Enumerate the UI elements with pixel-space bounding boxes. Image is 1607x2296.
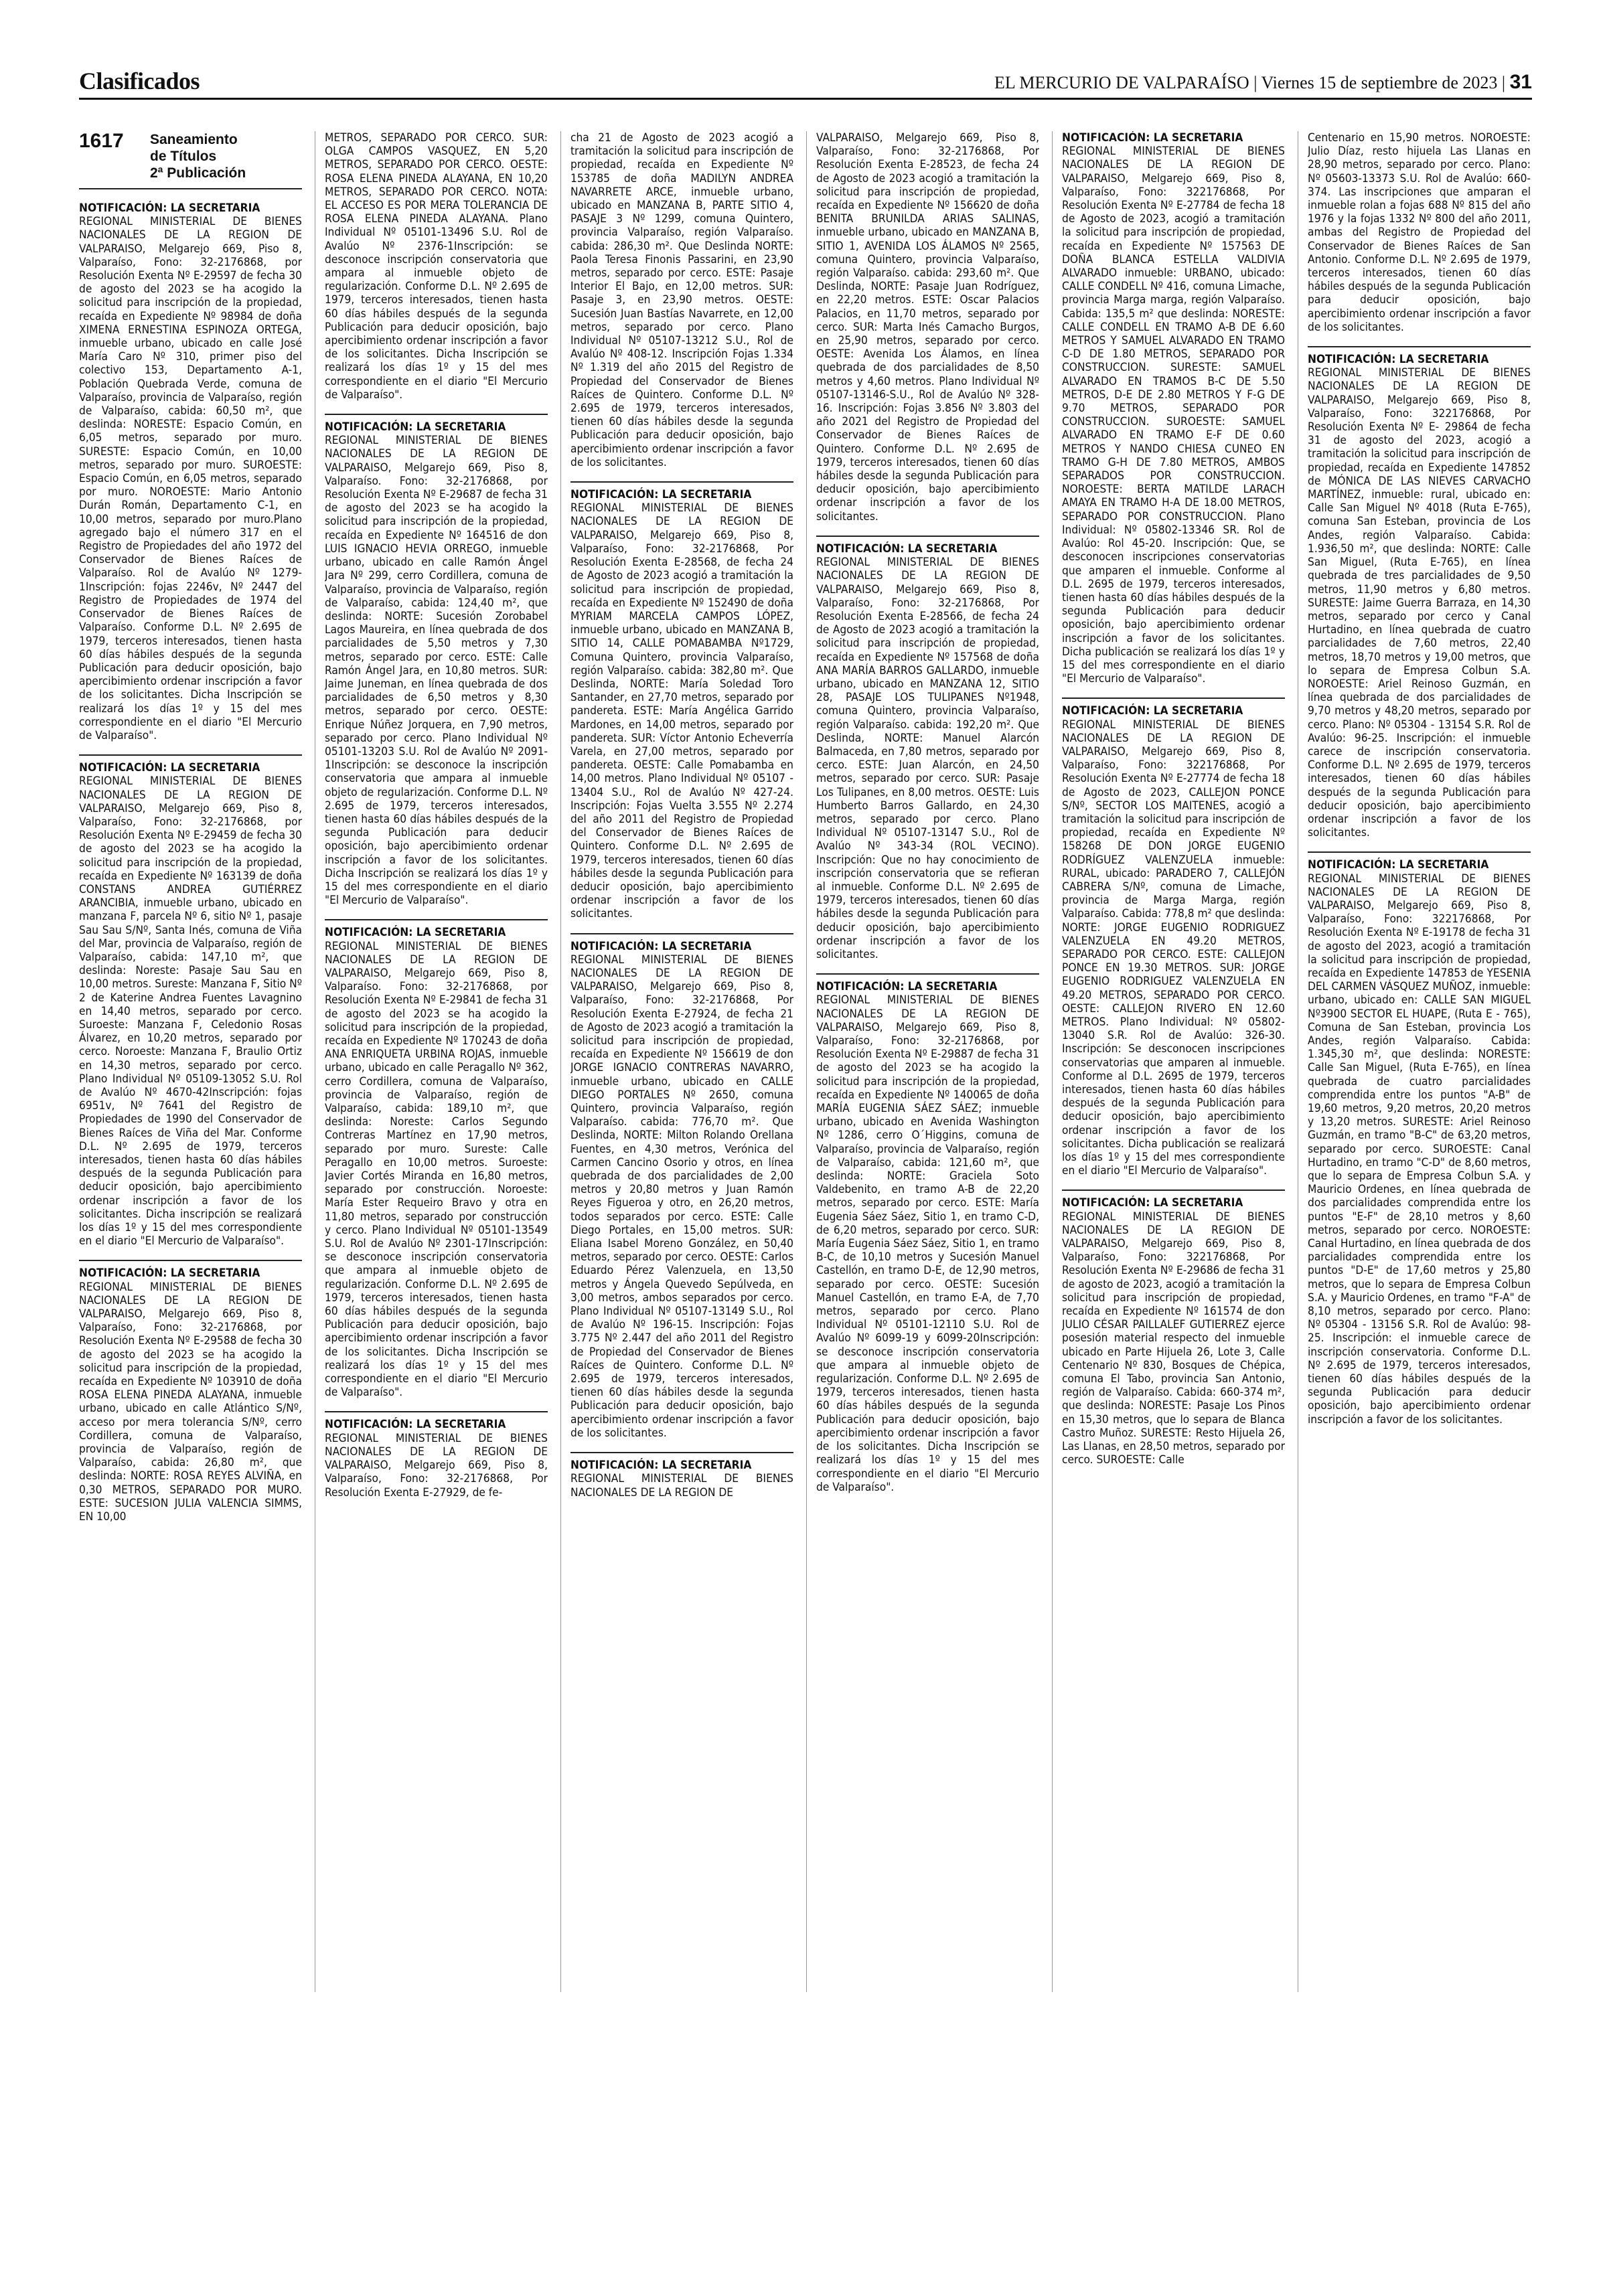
classification-title-line: de Títulos [150, 149, 217, 164]
notice-body: REGIONAL MINISTERIAL DE BIENES NACIONALES DE LA REGION DE VALPARAISO, Melgarejo 669, Piso 8, Valparaíso, Fono: 32-2176868, por Resolución Exenta Nº E-29597 de fecha 30 de agosto del 2023 se ha acogido la solicitud para inscripción de la propiedad, recaída en Expediente Nº 98984 de doña XIMENA ERNESTINA ESPINOZA ORTEGA, inmueble urbano, ubicado en calle José María Caro Nº 310, primer piso del colectivo 153, Departamento A-1, Población Quebrada Verde, comuna de Valparaíso, provincia de Valparaíso, región de Valparaíso, cabida: 60,50 m², que deslinda: NORESTE: Espacio Común, en 6,05 metros, separado por muro. SURESTE: Espacio Común, en 10,00 metros, separado por muro. SUROESTE: Espacio Común, en 6,05 metros, separado por muro. NOROESTE: Mario Antonio Durán Román, Departamento C-1, en 10,00 metros, separado por muro.Plano agregado bajo el número 317 en el Registro de Propiedades del año 1972 del Conservador de Bienes Raíces de Valparaíso. Rol de Avalúo Nº 1279-1Inscripción: fojas 2246v, Nº 2447 del Registro de Propiedades de 1974 del Conservador de Bienes Raíces de Valparaíso. Conforme D.L. Nº 2.695 de 1979, terceros interesados, tienen hasta 60 días hábiles después de la segunda Publicación para deducir oposición, bajo apercibimiento ordenar inscripción a favor de los solicitantes. Dicha Inscripción se realizará los días 1º y 15 del mes correspondiente en el diario "El Mercurio de Valparaíso". [79, 215, 302, 742]
notice-heading: NOTIFICACIÓN: LA SECRETARIA [79, 1266, 260, 1281]
classification-title-line: Saneamiento [150, 132, 238, 147]
section-title: Clasificados [79, 68, 200, 94]
notice-heading: NOTIFICACIÓN: LA SECRETARIA [1062, 704, 1243, 718]
notice-separator [570, 933, 793, 934]
classification-header [79, 131, 302, 189]
notice-body: Centenario en 15,90 metros. NOROESTE: Julio Díaz, resto hijuela Las Llanas en 28,90 metros, separado por cerco. Plano: Nº 05603-13373 S.U. Rol de Avalúo: 660-374. Las inscripciones que amparan el inmueble rolan a fojas 688 Nº 815 del año 1976 y la fojas 1332 Nº 800 del año 2011, ambas del Registro de Propiedad del Conservador de Bienes Raíces de San Antonio. Conforme D.L. Nº 2.695 de 1979, terceros interesados, tienen 60 días hábiles después de la segunda Publicación para deducir oposición, bajo apercibimiento ordenar inscripción a favor de los solicitantes. [1308, 131, 1531, 334]
notice-heading: NOTIFICACIÓN: LA SECRETARIA [1308, 353, 1489, 367]
notice-separator [816, 536, 1039, 537]
notice-heading: NOTIFICACIÓN: LA SECRETARIA [816, 980, 998, 994]
notice-heading: NOTIFICACIÓN: LA SECRETARIA [816, 542, 998, 556]
column-divider [806, 131, 807, 1992]
notice-separator [816, 973, 1039, 975]
notice-separator [325, 1411, 548, 1412]
notice-heading: NOTIFICACIÓN: LA SECRETARIA [570, 1459, 752, 1473]
column-5 [1062, 131, 1285, 1992]
notice-heading: NOTIFICACIÓN: LA SECRETARIA [325, 420, 506, 434]
column-text [1062, 131, 1285, 1467]
column-text [570, 131, 793, 1499]
notice-body: REGIONAL MINISTERIAL DE BIENES NACIONALES DE LA REGION DE VALPARAISO, Melgarejo 669, Piso 8, Valparaíso, Fono: 32-2176868, Por Resolución Exenta E-28566, de fecha 24 de Agosto de 2023 acogió a tramitación la solicitud para inscripción de propiedad, recaída en Expediente Nº 157568 de doña ANA MARÍA BARROS GALLARDO, inmueble urbano, ubicado en MANZANA 12, SITIO 28, PASAJE LOS TULIPANES Nº1948, comuna Quintero, provincia Valparaíso, región Valparaíso. cabida: 192,20 m². Que Deslinda, NORTE: Manuel Alarcón Balmaceda, en 7,80 metros, separado por cerco. ESTE: Juan Alarcón, en 24,50 metros, separado por cerco. SUR: Pasaje Los Tulipanes, en 8,00 metros. OESTE: Luis Humberto Barros Gallardo, en 24,30 metros, separado por cerco. Plano Individual Nº 05107-13147 S.U., Rol de Avalúo Nº 343-34 (ROL VECINO). Inscripción: Que no hay conocimiento de inscripción conservatoria que se refieran al inmueble. Conforme D.L. Nº 2.695 de 1979, terceros interesados, tienen 60 días hábiles desde la segunda Publicación para deducir oposición, bajo apercibimiento ordenar inscripción a favor de los solicitantes. [816, 556, 1039, 961]
notice-separator [79, 754, 302, 756]
notice-separator [79, 1260, 302, 1261]
notice-heading: NOTIFICACIÓN: LA SECRETARIA [325, 926, 506, 940]
notice-body: REGIONAL MINISTERIAL DE BIENES NACIONALES DE LA REGION DE VALPARAISO, Melgarejo 669, Piso 8, Valparaíso, Fono: 32-2176868, Por Resolución Exenta E-27929, de fe- [325, 1431, 548, 1499]
notice-body: REGIONAL MINISTERIAL DE BIENES NACIONALES DE LA REGION DE VALPARAISO, Melgarejo 669, Piso 8, Valparaíso, Fono: 322176868, Por Resolución Exenta Nº E- 29864 de fecha 31 de agosto del 2023, acogió a tramitación la solicitud para inscripción de propiedad, recaída en Expediente 147852 de MÓNICA DE LAS NIEVES CARVACHO MARTÍNEZ, inmueble: rural, ubicado en: Calle San Miguel Nº 4018 (Ruta E-765), comuna San Esteban, provincia de Los Andes, región Valparaíso. Cabida: 1.936,50 m², que deslinda: NORTE: Calle San Miguel, (Ruta E-765), en línea quebrada de tres parcialidades de 9,50 metros, 11,90 metros y 6,80 metros. SURESTE: Jaime Guerra Barraza, en 14,30 metros, separado por cerco y Canal Hurtadino, en línea quebrada de cuatro parcialidades de 7,60 metros, 22,40 metros, 18,70 metros y 19,00 metros, que lo separa de Empresa Colbun S.A. NOROESTE: Ariel Reinoso Guzmán, en línea quebrada de dos parcialidades de 9,70 metros y 48,20 metros, separado por cerco. Plano: Nº 05304 - 13154 S.R. Rol de Avalúo: 96-25. Inscripción: el inmueble carece de inscripción conservatoria. Conforme D.L. Nº 2.695 de 1979, terceros interesados, tienen 60 días hábiles después de la segunda Publicación para deducir oposición, bajo apercibimiento ordenar inscripción a favor de los solicitantes. [1308, 366, 1531, 840]
notice-separator [1062, 698, 1285, 699]
column-divider [560, 131, 561, 1992]
notice-body: REGIONAL MINISTERIAL DE BIENES NACIONALES DE LA REGION DE VALPARAISO, Melgarejo 669, Piso 8, Valparaíso, Fono: 32-2176868, Por Resolución Exenta E-27924, de fecha 21 de Agosto de 2023 acogió a tramitación la solicitud para inscripción de propiedad, recaída en Expediente Nº 156619 de don JORGE IGNACIO CONTRERAS NAVARRO, inmueble urbano, ubicado en CALLE DIEGO PORTALES Nº 2650, comuna Quintero, provincia Valparaíso, región Valparaíso. cabida: 776,70 m². Que Deslinda, NORTE: Milton Rolando Orellana Fuentes, en 4,30 metros, Verónica del Carmen Cancino Osorio y otros, en línea quebrada de dos parcialidades de 2,00 metros y 20,80 metros y Juan Ramón Reyes Figueroa y otro, en 26,20 metros, todos separados por cerco. ESTE: Calle Diego Portales, en 15,00 metros. SUR: Eliana Isabel Moreno González, en 50,40 metros, separado por cerco. OESTE: Carlos Eduardo Pérez Valenzuela, en 13,50 metros y Ángela Quevedo Sepúlveda, en 3,00 metros, ambos separados por cerco. Plano Individual Nº 05107-13149 S.U., Rol de Avalúo Nº 196-15. Inscripción: Fojas 3.775 Nº 2.447 del año 2011 del Registro de Propiedad del Conservador de Bienes Raíces de Quintero. Conforme D.L. Nº 2.695 de 1979, terceros interesados, tienen 60 días hábiles desde la segunda Publicación para deducir oposición, bajo apercibimiento ordenar inscripción a favor de los solicitantes. [570, 953, 793, 1440]
column-text [325, 131, 548, 1499]
page-header [79, 67, 1532, 100]
classification-title-line: 2ª Publicación [150, 165, 246, 181]
notice-body: REGIONAL MINISTERIAL DE BIENES NACIONALES DE LA REGION DE VALPARAISO, Melgarejo 669, Piso 8, Valparaíso, Fono: 322176868, Por Resolución Exenta Nº E-19178 de fecha 31 de agosto del 2023, acogió a tramitación la solicitud para inscripción de propiedad, recaída en Expediente 147853 de YESENIA DEL CARMEN VÁSQUEZ MUÑOZ, inmueble: urbano, ubicado en: CALLE SAN MIGUEL Nº3900 SECTOR EL HUAPE, (Ruta E - 765), Comuna de San Esteban, provincia Los Andes, región Valparaíso. Cabida: 1.345,30 m², que deslinda: NORESTE: Calle San Miguel, (Ruta E-765), en línea quebrada de cuatro parcialidades comprendida entre los puntos "A-B" de 19,60 metros, 9,20 metros, 20,20 metros y 13,20 metros. SURESTE: Ariel Reinoso Guzmán, en tramo "B-C" de 63,20 metros, separado por cerco. SUROESTE: Canal Hurtadino, en tramo "C-D" de 8,60 metros, que lo separa de Empresa Colbun S.A. y Mauricio Ordenes, en línea quebrada de dos parcialidades comprendida entre los puntos "E-F" de 28,10 metros y 8,60 metros, separado por cerco. NOROESTE: Canal Hurtadino, en línea quebrada de dos parcialidades comprendida entre los puntos "D-E" de 17,60 metros y 25,80 metros, que lo separa de Empresa Colbun S.A. y Mauricio Ordenes, en tramo "F-A" de 8,10 metros, separado por cerco. Plano: Nº 05304 - 13156 S.R. Rol de Avalúo: 98-25. Inscripción: el inmueble carece de inscripción conservatoria. Conforme D.L. Nº 2.695 de 1979, terceros interesados, tienen 60 días hábiles después de la segunda Publicación para deducir oposición, bajo apercibimiento ordenar inscripción a favor de los solicitantes. [1308, 872, 1531, 1426]
classification-code: 1617 [79, 131, 124, 152]
notice-heading: NOTIFICACIÓN: LA SECRETARIA [79, 761, 260, 775]
notice-body: REGIONAL MINISTERIAL DE BIENES NACIONALES DE LA REGION DE VALPARAISO, Melgarejo 669, Piso 8, Valparaíso, Fono: 32-2176868, por Resolución Exenta Nº E-29887 de fecha 31 de agosto del 2023 se ha acogido la solicitud para inscripción de la propiedad, recaída en Expediente Nº 140065 de doña MARÍA EUGENIA SÁEZ SÁEZ; inmueble urbano, ubicado en Avenida Washington Nº 1286, cerro O´Higgins, comuna de Valparaíso, provincia de Valparaíso, región de Valparaíso, cabida: 121,60 m², que deslinda: NORTE: Graciela Soto Valdebenito, en tramo A-B de 22,20 metros, separado por cerco. ESTE: María Eugenia Sáez Sáez, Sitio 1, en tramo C-D, de 6,20 metros, separado por cerco. SUR: María Eugenia Sáez Sáez, Sitio 1, en tramo B-C, de 10,10 metros y Sucesión Manuel Castellón, en tramo D-E, de 12,90 metros, separado por cerco. OESTE: Sucesión Manuel Castellón, en tramo E-A, de 7,70 metros, separado por cerco. Plano Individual Nº 05101-12110 S.U. Rol de Avalúo Nº 6099-19 y 6099-20Inscripción: se desconoce inscripción conservatoria que ampara al inmueble objeto de regularización. Conforme D.L. Nº 2.695 de 1979, terceros interesados, tienen hasta 60 días hábiles después de la segunda Publicación para deducir oposición, bajo apercibimiento ordenar inscripción a favor de los solicitantes. Dicha Inscripción se realizará los días 1º y 15 del mes correspondiente en el diario "El Mercurio de Valparaíso". [816, 993, 1039, 1494]
notice-separator [325, 919, 548, 920]
classification-title [150, 131, 246, 181]
notice-body: REGIONAL MINISTERIAL DE BIENES NACIONALES DE LA REGION DE VALPARAISO, Melgarejo 669, Piso 8, Valparaíso, Fono: 322176868, Por Resolución Exenta Nº E-27774 de fecha 18 de Agosto de 2023, CALLEJON PONCE S/Nº, SECTOR LOS MAITENES, acogió a tramitación la solicitud para inscripción de propiedad, recaída en Expediente Nº 158268 DE DON JORGE EUGENIO RODRÍGUEZ VALENZUELA inmueble: RURAL, ubicado: PARADERO 7, CALLEJÓN CABRERA S/Nº, comuna de Limache, provincia de Marga Marga, región Valparaíso. Cabida: 778,8 m² que deslinda: NORTE: JORGE EUGENIO RODRIGUEZ VALENZUELA EN 49.20 METROS, SEPARADO POR CERCO. ESTE: CALLEJON PONCE EN 19.30 METROS. SUR: JORGE EUGENIO RODRIGUEZ VALENZUELA EN 49.20 METROS, SEPARADO POR CERCO. OESTE: CALLEJON RIVERO EN 12.60 METROS. Plano Individual: Nº 05802-13040 S.R. Rol de Avalúo: 326-30. Inscripción: Se desconocen inscripciones conservatorias que amparen al inmueble. Conforme al D.L. 2695 de 1979, terceros interesados, tienen hasta 60 días hábiles después de la segunda Publicación para deducir oposición, bajo apercibimiento ordenar inscripción a favor de los solicitantes. Dicha publicación se realizará los días 1º y 15 del mes correspondiente en el diario "El Mercurio de Valparaíso". [1062, 718, 1285, 1178]
page-number: 31 [1509, 71, 1532, 93]
notice-body: REGIONAL MINISTERIAL DE BIENES NACIONALES DE LA REGION DE VALPARAISO, Melgarejo 669, Piso 8, Valparaíso, Fono: 32-2176868, Por Resolución Exenta E-28568, de fecha 24 de Agosto de 2023 acogió a tramitación la solicitud para inscripción de propiedad, recaída en Expediente Nº 152490 de doña MYRIAM MARCELA CAMPOS LÓPEZ, inmueble urbano, ubicado en MANZANA B, SITIO 14, CALLE POMABAMBA Nº1729, Comuna Quintero, provincia Valparaíso, región Valparaíso. cabida: 382,80 m². Que Deslinda, NORTE: María Soledad Toro Santander, en 27,70 metros, separado por pandereta. ESTE: María Angélica Garrido Mardones, en 14,00 metros, separado por pandereta. SUR: Víctor Antonio Echeverría Varela, en 27,00 metros, separado por pandereta. OESTE: Calle Pomabamba en 14,00 metros. Plano Individual Nº 05107 - 13404 S.U., Rol de Avalúo Nº 427-24. Inscripción: Fojas Vuelta 3.555 Nº 2.274 del año 2011 del Registro de Propiedad del Conservador de Bienes Raíces de Quintero. Conforme D.L. Nº 2.695 de 1979, terceros interesados, tienen 60 días hábiles desde la segunda Publicación para deducir oposición, bajo apercibimiento ordenar inscripción a favor de los solicitantes. [570, 501, 793, 921]
notice-body: REGIONAL MINISTERIAL DE BIENES NACIONALES DE LA REGION DE VALPARAISO, Melgarejo 669, Piso 8, Valparaíso, Fono: 322176868, Por Resolución Exenta Nº E-27784 de fecha 18 de Agosto de 2023, acogió a tramitación la solicitud para inscripción de propiedad, recaída en Expediente Nº 157563 DE DOÑA BLANCA ESTELLA VALDIVIA ALVARADO inmueble: URBANO, ubicado: CALLE CONDELL Nº 416, comuna Limache, provincia Marga marga, región Valparaíso. Cabida: 135,5 m² que deslinda: NORESTE: CALLE CONDELL EN TRAMO A-B DE 6.60 METROS Y SAMUEL ALVARADO EN TRAMO C-D DE 1.80 METROS, SEPARADO POR CONSTRUCCION. SURESTE: SAMUEL ALVARADO EN TRAMOS B-C DE 5.50 METROS, D-E DE 2.80 METROS Y F-G DE 9.70 METROS, SEPARADO POR CONSTRUCCION. SUROESTE: SAMUEL ALVARADO EN TRAMO E-F DE 0.60 METROS Y NANDO CHIESA CUNEO EN TRAMO G-H DE 7.80 METROS, AMBOS SEPARADOS POR CONSTRUCCION. NOROESTE: BERTA MATILDE LARACH AMAYA EN TRAMO H-A DE 18.00 METROS, SEPARADO POR CONSTRUCCION. Plano Individual: Nº 05802-13346 SR. Rol de Avalúo: Rol 45-20. Inscripción: Que, se desconocen inscripciones conservatorias que amparen el inmueble. Conforme al D.L. 2695 de 1979, terceros interesados, tienen hasta 60 días hábiles después de la segunda Publicación para deducir oposición, bajo apercibimiento ordenar inscripción a favor de los solicitantes. Dicha publicación se realizará los días 1º y 15 del mes correspondiente en el diario "El Mercurio de Valparaíso". [1062, 145, 1285, 686]
column-text [1308, 131, 1531, 1426]
notice-separator [570, 481, 793, 483]
notice-heading: NOTIFICACIÓN: LA SECRETARIA [325, 1418, 506, 1432]
header-publication-line [994, 71, 1532, 94]
notice-body: REGIONAL MINISTERIAL DE BIENES NACIONALES DE LA REGION DE VALPARAISO, Melgarejo 669, Piso 8, Valparaíso. Fono: 32-2176868, por Resolución Exenta Nº E-29687 de fecha 31 de agosto del 2023 se ha acogido la solicitud para inscripción de la propiedad, recaída en Expediente Nº 164516 de don LUIS IGNACIO HEVIA ORREGO, inmueble urbano, ubicado en calle Ramón Ángel Jara Nº 299, cerro Cordillera, comuna de Valparaíso, provincia de Valparaíso, región de Valparaíso, cabida: 124,40 m², que deslinda: NORTE: Sucesión Zorobabel Lagos Maureira, en línea quebrada de dos parcialidades de 5,50 metros y 7,30 metros, separado por cerco. ESTE: Calle Ramón Ángel Jara, en 10,80 metros. SUR: Jaime Juneman, en línea quebrada de dos parcialidades de 6,50 metros y 8,30 metros, separado por cerco. OESTE: Enrique Núñez Jorquera, en 7,90 metros, separado por cerco. Plano Individual Nº 05101-13203 S.U. Rol de Avalúo Nº 2091-1Inscripción: se desconoce la inscripción conservatoria que ampara al inmueble objeto de regularización. Conforme D.L. Nº 2.695 de 1979, terceros interesados, tienen hasta 60 días hábiles después de la segunda Publicación para deducir oposición, bajo apercibimiento ordenar inscripción a favor de los solicitantes. Dicha Inscripción se realizará los días 1º y 15 del mes correspondiente en el diario "El Mercurio de Valparaíso". [325, 434, 548, 908]
column-text [79, 201, 302, 1524]
notice-heading: NOTIFICACIÓN: LA SECRETARIA [1308, 858, 1489, 872]
column-3 [570, 131, 793, 1992]
notice-body: VALPARAISO, Melgarejo 669, Piso 8, Valparaíso, Fono: 32-2176868, Por Resolución Exenta E-28523, de fecha 24 de Agosto de 2023 acogió a tramitación la solicitud para inscripción de propiedad, recaída en Expediente Nº 156620 de doña BENITA BRUNILDA ARIAS SALINAS, inmueble urbano, ubicado en MANZANA B, SITIO 1, AVENIDA LOS ÁLAMOS Nº 2565, comuna Quintero, provincia Valparaíso, región Valparaíso. cabida: 293,60 m². Que Deslinda, NORTE: Pasaje Juan Rodríguez, en 22,20 metros. ESTE: Oscar Palacios Palacios, en 11,70 metros, separado por cerco. SUR: Marta Inés Camacho Burgos, en 25,90 metros, separado por cerco. OESTE: Avenida Los Álamos, en línea quebrada de dos parcialidades de 8,50 metros y 4,60 metros. Plano Individual Nº 05107-13146-S.U., Rol de Avalúo Nº 328-16. Inscripción: Fojas 3.856 Nº 3.803 del año 2021 del Registro de Propiedad del Conservador de Bienes Raíces de Quintero. Conforme D.L. Nº 2.695 de 1979, terceros interesados, tienen 60 días hábiles desde la segunda Publicación para deducir oposición, bajo apercibimiento ordenar inscripción a favor de los solicitantes. [816, 131, 1039, 523]
notice-separator [1308, 851, 1531, 853]
notice-separator [325, 414, 548, 415]
column-2 [325, 131, 548, 1992]
column-1 [79, 131, 302, 1992]
notice-body: REGIONAL MINISTERIAL DE BIENES NACIONALES DE LA REGION DE VALPARAISO, Melgarejo 669, Piso 8, Valparaíso. Fono: 32-2176868, por Resolución Exenta Nº E-29841 de fecha 31 de agosto del 2023 se ha acogido la solicitud para inscripción de la propiedad, recaída en Expediente Nº 170243 de doña ANA ENRIQUETA URBINA ROJAS, inmueble urbano, ubicado en calle Peragallo Nº 362, cerro Cordillera, comuna de Valparaíso, provincia de Valparaíso, región de Valparaíso, cabida: 189,10 m², que deslinda: Noreste: Carlos Segundo Contreras Martínez en 17,90 metros, separado por muro. Sureste: Calle Peragallo en 10,00 metros. Suroeste: Javier Cortés Miranda en 16,80 metros, separado por construcción. Noroeste: María Ester Requeiro Bravo y otra en 11,80 metros, separado por construcción y cerco. Plano Individual Nº 05101-13549 S.U. Rol de Avalúo Nº 2301-17Inscripción: se desconoce inscripción conservatoria que ampara al inmueble objeto de regularización. Conforme D.L. Nº 2.695 de 1979, terceros interesados, tienen hasta 60 días hábiles después de la segunda Publicación para deducir oposición, bajo apercibimiento ordenar inscripción a favor de los solicitantes. Dicha Inscripción se realizará los días 1º y 15 del mes correspondiente en el diario "El Mercurio de Valparaíso". [325, 939, 548, 1400]
notice-heading: NOTIFICACIÓN: LA SECRETARIA [570, 488, 752, 502]
notice-body: METROS, SEPARADO POR CERCO. SUR: OLGA CAMPOS VASQUEZ, EN 5,20 METROS, SEPARADO POR CERCO. OESTE: ROSA ELENA PINEDA ALAYANA, EN 10,20 METROS, SEPARADO POR CERCO. NOTA: EL ACCESO ES POR MERA TOLERANCIA DE ROSA ELENA PINEDA ALAYANA. Plano Individual Nº 05101-13496 S.U. Rol de Avalúo Nº 2376-1Inscripción: se desconoce inscripción conservatoria que ampara al inmueble objeto de regularización. Conforme D.L. Nº 2.695 de 1979, terceros interesados, tienen hasta 60 días hábiles después de la segunda Publicación para deducir oposición, bajo apercibimiento ordenar inscripción a favor de los solicitantes. Dicha Inscripción se realizará los días 1º y 15 del mes correspondiente en el diario "El Mercurio de Valparaíso". [325, 131, 548, 402]
column-6 [1308, 131, 1531, 1992]
column-divider [1052, 131, 1053, 1992]
notice-body: REGIONAL MINISTERIAL DE BIENES NACIONALES DE LA REGION DE VALPARAISO, Melgarejo 669, Piso 8, Valparaíso, Fono: 322176868, Por Resolución Exenta Nº E-29686 de fecha 31 de agosto de 2023, acogió a tramitación la solicitud para inscripción de propiedad, recaída en Expediente Nº 161574 de don JULIO CÉSAR PAILLALEF GUTIERREZ ejerce posesión material respecto del inmueble ubicado en Parte Hijuela 26, Lote 3, Calle Centenario Nº 830, Bosques de Chépica, comuna El Tabo, provincia San Antonio, región de Valparaíso. Cabida: 660-374 m², que deslinda: NORESTE: Pasaje Los Pinos en 15,30 metros, que lo separa de Blanca Castro Muñoz. SURESTE: Resto Hijuela 26, Las Llanas, en 28,50 metros, separado por cerco. SUROESTE: Calle [1062, 1210, 1285, 1467]
notice-heading: NOTIFICACIÓN: LA SECRETARIA [79, 201, 260, 215]
publication-date: Viernes 15 de septiembre de 2023 [1261, 73, 1498, 92]
header-separator: | [1501, 73, 1510, 92]
notice-body: REGIONAL MINISTERIAL DE BIENES NACIONALES DE LA REGION DE VALPARAISO, Melgarejo 669, Piso 8, Valparaíso, Fono: 32-2176868, por Resolución Exenta Nº E-29588 de fecha 30 de agosto del 2023 se ha acogido la solicitud para inscripción de la propiedad, recaída en Expediente Nº 103910 de doña ROSA ELENA PINEDA ALAYANA, inmueble urbano, ubicado en calle Atlántico S/Nº, acceso por mera tolerancia S/Nº, cerro Cordillera, comuna de Valparaíso, provincia de Valparaíso, región de Valparaíso, cabida: 26,80 m², que deslinda: NORTE: ROSA REYES ALVIÑA, en 0,30 METROS, SEPARADO POR MURO. ESTE: SUCESION JULIA VALENCIA SIMMS, EN 10,00 [79, 1280, 302, 1524]
classifieds-columns [79, 131, 1532, 1992]
notice-body: cha 21 de Agosto de 2023 acogió a tramitación la solicitud para inscripción de propiedad, recaída en Expediente Nº 153785 de doña MADILYN ANDREA NAVARRETE ARCE, inmueble urbano, ubicado en MANZANA B, PARTE SITIO 4, PASAJE 3 Nº 1299, comuna Quintero, provincia Valparaíso, región Valparaíso. cabida: 286,30 m². Que Deslinda NORTE: Paola Teresa Finonis Passarini, en 23,90 metros, separado por cerco. ESTE: Pasaje Interior El Bajo, en 12,00 metros. SUR: Pasaje 3, en 23,90 metros. OESTE: Sucesión Juan Bastías Navarrete, en 12,00 metros, separado por cerco. Plano Individual Nº 05107-13212 S.U., Rol de Avalúo Nº 408-12. Inscripción Fojas 1.334 Nº 1.319 del año 2015 del Registro de Propiedad del Conservador de Bienes Raíces de Quintero. Conforme D.L. Nº 2.695 de 1979, terceros interesados, tienen 60 días hábiles desde la segunda Publicación para deducir oposición, bajo apercibimiento ordenar inscripción a favor de los solicitantes. [570, 131, 793, 469]
notice-body: REGIONAL MINISTERIAL DE BIENES NACIONALES DE LA REGION DE [570, 1472, 793, 1499]
notice-separator [570, 1452, 793, 1453]
notice-body: REGIONAL MINISTERIAL DE BIENES NACIONALES DE LA REGION DE VALPARAISO, Melgarejo 669, Piso 8, Valparaíso, Fono: 32-2176868, por Resolución Exenta Nº E-29459 de fecha 30 de agosto del 2023 se ha acogido la solicitud para inscripción de la propiedad, recaída en Expediente Nº 163139 de doña CONSTANS ANDREA GUTIÉRREZ ARANCIBIA, inmueble urbano, ubicado en manzana F, parcela Nº 6, sitio Nº 1, pasaje Sau Sau S/Nº, Santa Inés, comuna de Viña del Mar, provincia de Valparaíso, región de Valparaíso, cabida: 147,10 m², que deslinda: Noreste: Pasaje Sau Sau en 10,00 metros. Sureste: Manzana F, Sitio Nº 2 de Katerine Andrea Fuentes Lavagnino en 14,40 metros, separado por cerco. Suroeste: Manzana F, Celedonio Rosas Álvarez, en 10,20 metros, separado por cerco. Noroeste: Manzana F, Braulio Ortiz en 14,30 metros, separado por cerco. Plano Individual Nº 05109-13052 S.U. Rol de Avalúo Nº 4670-42Inscripción: fojas 6951v, Nº 7641 del Registro de Propiedades de 1990 del Conservador de Bienes Raíces de Viña del Mar. Conforme D.L. Nº 2.695 de 1979, terceros interesados, tienen hasta 60 días hábiles después de la segunda Publicación para deducir oposición, bajo apercibimiento ordenar inscripción a favor de los solicitantes. Dicha inscripción se realizará los días 1º y 15 del mes correspondiente en el diario "El Mercurio de Valparaíso". [79, 774, 302, 1248]
header-separator: | [1253, 73, 1261, 92]
notice-separator [1062, 1190, 1285, 1191]
notice-heading: NOTIFICACIÓN: LA SECRETARIA [1062, 131, 1243, 145]
publication-name: EL MERCURIO DE VALPARAÍSO [994, 73, 1249, 92]
notice-separator [1308, 346, 1531, 347]
column-text [816, 131, 1039, 1494]
notice-heading: NOTIFICACIÓN: LA SECRETARIA [570, 939, 752, 953]
column-4 [816, 131, 1039, 1992]
notice-heading: NOTIFICACIÓN: LA SECRETARIA [1062, 1196, 1243, 1210]
